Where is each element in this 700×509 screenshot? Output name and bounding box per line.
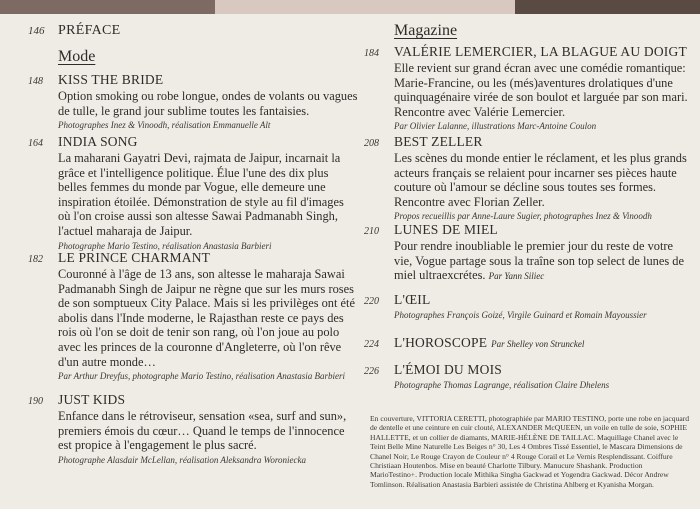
page-number: 184 xyxy=(364,48,379,59)
entry-credit: Par Olivier Lalanne, illustrations Marc-Antoine Coulon xyxy=(394,121,597,132)
entry-title: L'ÉMOI DU MOIS xyxy=(394,362,502,377)
page-number: 148 xyxy=(28,76,43,87)
entry-credit: Par Yann Siliec xyxy=(488,271,545,282)
entry-title: VALÉRIE LEMERCIER, LA BLAGUE AU DOIGT xyxy=(394,44,687,59)
toc-entry xyxy=(28,392,358,466)
toc-entry xyxy=(28,72,358,131)
entry-title: L'ŒIL xyxy=(394,292,431,307)
cover-credits: En couverture, VITTORIA CERETTI, photographiée par MARIO TESTINO, porte une robe en jacquard de dentelle et une ceinture en cuir clouté, ALEXANDER McQUEEN, un voile en tulle de soie, SOPHIE HALLETTE, et un collier de diamants, MARIE-HÉLÈNE DE TAILLAC. Maquillage Chanel avec le Teint Belle Mine Naturelle Les Beiges n° 30, Les 4 Ombres Tissé Essentiel, le Mascara Dimensions de Chanel Noir, Le Rouge Crayon de Couleur n° 4 Rouge Corail et Le Vernis Resplendissant. Coiffure Christiaan Houtenbos. Mise en beauté Charlotte Tilbury. Manucure Shashank. Production MarioTestino+. Production locale Mithika Singha Gackwad et Yogendra Gackwad. Décor Andrew Tomlinson. Réalisation Anastasia Barbieri assistée de Christina Ahlberg et Kyanisha Morgan. xyxy=(370,414,690,489)
photo-fragment xyxy=(515,0,700,14)
page-number: 190 xyxy=(28,396,43,407)
entry-credit: Photographe Thomas Lagrange, réalisation Claire Dhelens xyxy=(394,380,610,390)
preface-header xyxy=(28,23,121,39)
entry-title: KISS THE BRIDE xyxy=(58,72,164,87)
cover-photo-strip xyxy=(0,0,700,14)
entry-description: Couronné à l'âge de 13 ans, son altesse le maharaja Sawai Padmanabh Singh de Jaipur ne règne que sur les murs roses de son somptueux City Palace. Mais si les privilèges ont été abolis dans l'Inde moderne, le Rajasthan reste ce pays des rois où l'on se doit de tenir son rang, où l'on joue au polo avec les princes de la couronne d'Angleterre, où l'on rêve d'un autre monde… xyxy=(58,267,355,369)
entry-title: LUNES DE MIEL xyxy=(394,222,498,237)
section-title-mode: Mode xyxy=(58,48,96,65)
page-number: 224 xyxy=(364,339,379,350)
entry-title: JUST KIDS xyxy=(58,392,126,407)
entry-description-text: Pour rendre inoubliable le premier jour du reste de votre vie, Vogue partage sous la traîne son top select de lunes de miel ultraexcrétes. xyxy=(394,239,684,283)
page-number: 182 xyxy=(28,254,43,265)
page-number: 220 xyxy=(364,296,379,307)
entry-description: Elle revient sur grand écran avec une comédie romantique: Marie-Francine, ou les (més)aventures drolatiques d'une quinquagénaire virée de son boulot et larguée par son mari. Rencontre avec Valérie Lemercier. xyxy=(394,61,688,119)
toc-entry xyxy=(364,222,694,284)
entry-title: BEST ZELLER xyxy=(394,134,483,149)
page-number: 146 xyxy=(28,25,45,37)
toc-entry xyxy=(28,250,358,382)
entry-credit: Par Shelley von Strunckel xyxy=(491,339,585,349)
entry-description: La maharani Gayatri Devi, rajmata de Jaipur, incarnait la grâce et l'intelligence politique. Élue l'une des dix plus belles femmes du monde par Vogue, elle demeure une inspiration étoilée. Démonstration de style au fil d'images où l'on croise aussi son altesse Sawai Padmanabh Singh, l'actuel maharaja de Jaipur. xyxy=(58,151,344,238)
entry-description: Les scènes du monde entier le réclament, et les plus grands acteurs français se relaient pour incarner ses pièces haute couture où l'amour se décline sous toutes ses formes. Rencontre avec Florian Zeller. xyxy=(394,151,687,209)
entry-credit: Photographes François Goizé, Virgile Guinard et Romain Mayoussier xyxy=(394,310,647,320)
contents-page xyxy=(0,14,700,509)
entry-credit: Photographes Inez & Vinoodh, réalisation Emmanuelle Alt xyxy=(58,120,271,131)
entry-title: LE PRINCE CHARMANT xyxy=(58,250,211,265)
section-title-magazine: Magazine xyxy=(394,22,458,39)
photo-fragment xyxy=(0,0,215,14)
preface-label: PRÉFACE xyxy=(58,23,121,38)
toc-entry xyxy=(364,134,694,222)
entry-credit: Photographe Mario Testino, réalisation Anastasia Barbieri xyxy=(58,240,272,251)
page-number: 226 xyxy=(364,366,379,377)
toc-entry xyxy=(364,44,694,132)
page-number: 208 xyxy=(364,138,379,149)
page-number: 210 xyxy=(364,226,379,237)
toc-entry xyxy=(364,334,694,352)
entry-description: Option smoking ou robe longue, ondes de volants ou vagues de tulle, le grand jour sublime toutes les fantaisies. xyxy=(58,89,358,118)
entry-credit: Photographe Alasdair McLellan, réalisation Aleksandra Woroniecka xyxy=(58,454,306,465)
entry-title: INDIA SONG xyxy=(58,134,138,149)
entry-credit: Par Arthur Dreyfus, photographe Mario Testino, réalisation Anastasia Barbieri xyxy=(58,371,346,382)
photo-fragment xyxy=(215,0,515,14)
entry-description xyxy=(364,239,694,284)
entry-description: Enfance dans le rétroviseur, sensation «sea, surf and sun», premiers émois du cœur… Quand le temps de l'innocence est propice à l'engagement le plus sacré. xyxy=(58,409,347,453)
toc-entry xyxy=(364,362,694,391)
page-number: 164 xyxy=(28,138,43,149)
toc-entry xyxy=(364,292,694,321)
entry-credit: Propos recueillis par Anne-Laure Sugier, photographes Inez & Vinoodh xyxy=(394,211,652,222)
toc-entry xyxy=(28,134,358,252)
entry-title: L'HOROSCOPE xyxy=(394,335,488,350)
